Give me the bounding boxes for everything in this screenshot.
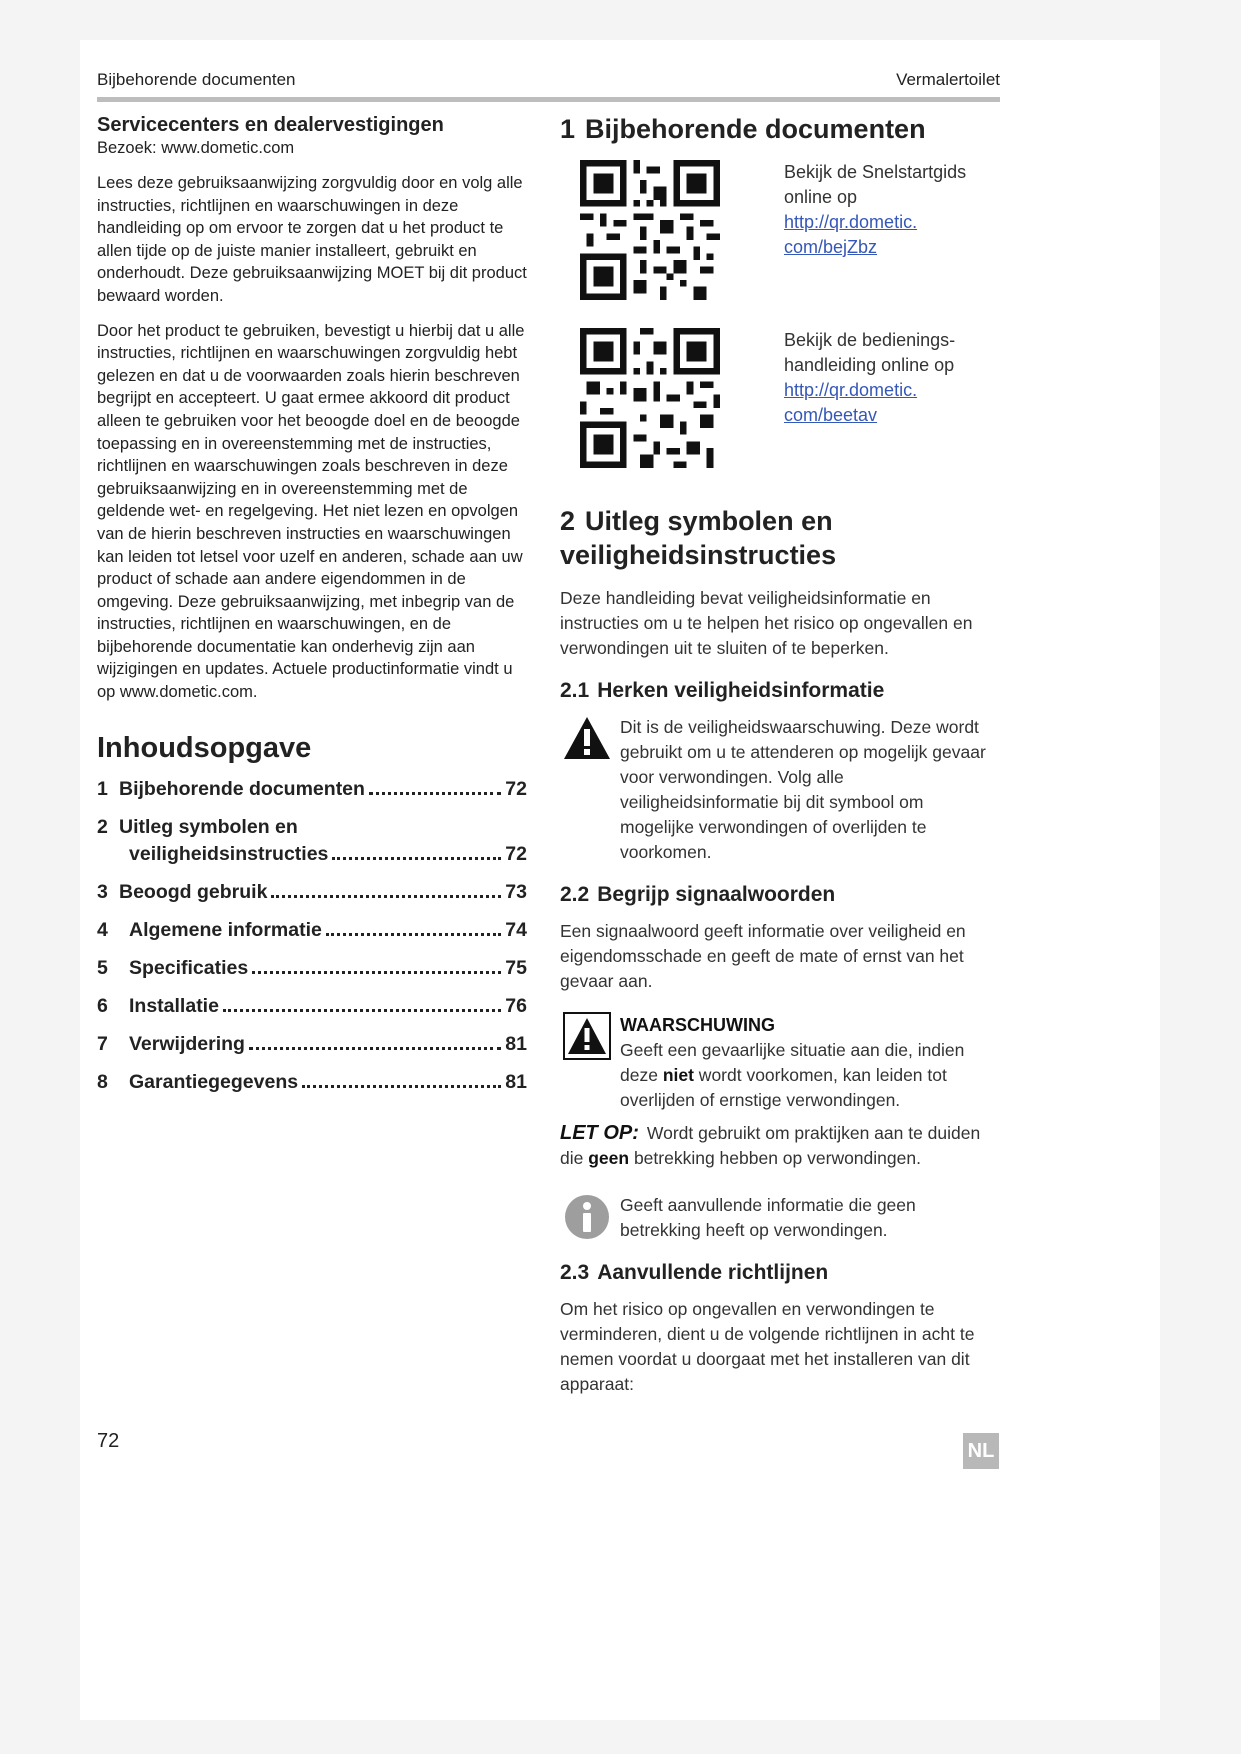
info-text: Geeft aanvullende informatie die geen betrekking heeft op verwondingen. (620, 1195, 916, 1240)
qr-manual-text: Bekijk de bedienings-handleiding online op (784, 330, 956, 375)
section-title: Uitleg symbolen en veiligheidsinstructies (560, 506, 837, 570)
qr-manual-link-part-1[interactable]: http://qr.dometic. (784, 380, 918, 400)
notice-block (560, 1121, 1000, 1171)
toc-leader (249, 1047, 501, 1050)
toc-page: 72 (505, 842, 527, 865)
section-2-heading (560, 504, 1000, 572)
toc-label: Uitleg symbolen en (119, 815, 298, 838)
qr-code-icon[interactable] (580, 328, 720, 468)
safety-alert-text: Dit is de veiligheidswaarschuwing. Deze wordt gebruikt om u te attenderen op mogelijk gevaar voor verwondingen. Volg alle veiligheidsinformatie bij dit symbool om mogelijke verwondingen of overlijden te voorkomen. (620, 717, 986, 862)
toc-page: 76 (505, 994, 527, 1017)
toc-page: 81 (505, 1070, 527, 1093)
service-visit: Bezoek: www.dometic.com (97, 139, 295, 157)
toc-label: Beoogd gebruik (119, 880, 268, 903)
info-icon (560, 1193, 614, 1241)
header-rule (97, 97, 1000, 102)
toc-number: 4 (97, 918, 108, 941)
toc-entry-6[interactable] (97, 993, 527, 1020)
toc-leader (326, 933, 501, 936)
toc-entry-4[interactable] (97, 917, 527, 944)
qr-manual-caption (784, 328, 974, 428)
toc-entry-2[interactable] (97, 814, 527, 868)
toc-entry-7[interactable] (97, 1031, 527, 1058)
section-number: 2.1 (560, 679, 590, 702)
section-number: 1 (560, 114, 576, 144)
toc-title: Inhoudsopgave (97, 731, 312, 764)
toc-leader (302, 1085, 501, 1088)
toc-number: 7 (97, 1032, 108, 1055)
section-number: 2.3 (560, 1261, 590, 1284)
toc-number: 8 (97, 1070, 108, 1093)
page-header (97, 70, 1000, 90)
toc-entry-3[interactable] (97, 879, 527, 906)
toc-label: Garantiegegevens (129, 1070, 299, 1093)
toc-leader (271, 895, 501, 898)
qr-quickstart-link-part-1[interactable]: http://qr.dometic. (784, 212, 918, 232)
toc-entry-5[interactable] (97, 955, 527, 982)
toc-page: 73 (505, 880, 527, 903)
right-column (560, 112, 1000, 1409)
warning-text (620, 1012, 1000, 1113)
toc-page: 81 (505, 1032, 527, 1055)
safety-alert-block (560, 715, 1000, 865)
section-2-3-text: Om het risico op ongevallen en verwondingen te verminderen, dient u de volgende richtlijnen in acht te nemen voordat u doorgaat met het installeren van dit apparaat: (560, 1299, 975, 1394)
toc-label: Installatie (129, 994, 219, 1017)
service-title: Servicecenters en dealervestigingen (97, 114, 444, 136)
warning-triangle-icon (560, 715, 614, 761)
section-2-2-heading (560, 881, 1000, 909)
section-number: 2.2 (560, 883, 590, 906)
toc-entry-1[interactable] (97, 776, 527, 803)
toc-number: 1 (97, 777, 108, 800)
info-block (560, 1193, 1000, 1243)
page-number: 72 (97, 1430, 120, 1452)
toc-label: Verwijdering (129, 1032, 245, 1055)
qr-code-icon[interactable] (580, 160, 720, 300)
qr-quickstart-caption (784, 160, 974, 260)
language-badge: NL (963, 1433, 999, 1469)
toc-label-continued: veiligheidsinstructies (129, 842, 329, 865)
notice-emphasis: geen (588, 1148, 630, 1168)
section-2-1-heading (560, 677, 1000, 705)
toc-entry-8[interactable] (97, 1069, 527, 1096)
toc-number: 6 (97, 994, 108, 1017)
toc-number: 3 (97, 880, 108, 903)
section-2-2-intro: Een signaalwoord geeft informatie over veiligheid en eigendomsschade en geeft de mate of ernst van het gevaar aan. (560, 921, 966, 991)
intro-paragraph-1: Lees deze gebruiksaanwijzing zorgvuldig door en volg alle instructies, richtlijnen en waarschuwingen in deze handleiding op om ervoor te zorgen dat u het product te allen tijde op de juiste manier installeert, gebruikt en onderhoudt. Deze gebruiksaanwijzing MOET bij dit product bewaard worden. (97, 174, 527, 305)
warning-emphasis: niet (662, 1065, 694, 1085)
toc-label: Algemene informatie (129, 918, 322, 941)
intro-paragraph-2: Door het product te gebruiken, bevestigt u hierbij dat u alle instructies, richtlijnen en waarschuwingen zorgvuldig hebt gelezen en dat u de voorwaarden zoals hierin beschreven begrijpt en accepteert. U gaat ermee akkoord dit product alleen te gebruiken voor het beoogde doel en de beoogde toepassing en in overeenstemming met de instructies, richtlijnen en waarschuwingen zoals beschreven in deze gebruiksaanwijzing en in overeenstemming met de geldende wet- en regelgeving. Het niet lezen en opvolgen van de hierin beschreven instructies en waarschuwingen kan leiden tot letsel voor uzelf en anderen, schade aan uw product of schade aan andere eigendommen in de omgeving. Deze gebruiksaanwijzing, met inbegrip van de instructies, richtlijnen en waarschuwingen, en de bijbehorende documentatie kan onderhevig zijn aan wijzigingen en updates. Actuele productinformatie vindt u op www.dometic.com. (97, 321, 525, 702)
warning-box-icon (560, 1012, 614, 1060)
qr-quickstart-text: Bekijk de Snelstartgids online op (784, 162, 967, 207)
left-column (97, 112, 527, 1107)
toc-page: 72 (505, 777, 527, 800)
section-number: 2 (560, 506, 576, 536)
qr-manual (560, 328, 1000, 468)
toc-leader (332, 857, 501, 860)
section-title: Herken veiligheidsinformatie (597, 679, 885, 702)
notice-body-end: betrekking hebben op verwondingen. (629, 1148, 921, 1168)
notice-label: LET OP: (560, 1122, 639, 1144)
toc-label: Bijbehorende documenten (119, 777, 365, 800)
toc-label: Specificaties (129, 956, 249, 979)
qr-quickstart-link-part-2[interactable]: com/bejZbz (784, 237, 878, 257)
toc-page: 74 (505, 918, 527, 941)
qr-quickstart (560, 160, 1000, 300)
header-product-name: Vermalertoilet (896, 70, 1000, 89)
qr-manual-link-part-2[interactable]: com/beetav (784, 405, 878, 425)
notice-body-start: Wordt gebruikt om praktijken aan te duiden die (560, 1123, 981, 1168)
warning-title: WAARSCHUWING (620, 1015, 775, 1035)
section-title: Bijbehorende documenten (585, 114, 926, 144)
toc-number: 5 (97, 956, 108, 979)
section-title: Aanvullende richtlijnen (597, 1261, 829, 1284)
header-section-title: Bijbehorende documenten (97, 70, 296, 89)
section-2-intro: Deze handleiding bevat veiligheidsinformatie en instructies om u te helpen het risico op ongevallen en verwondingen uit te sluiten of te beperken. (560, 588, 973, 658)
toc-leader (252, 971, 501, 974)
warning-body-start: Geeft een gevaarlijke situatie aan die, indien deze (620, 1040, 965, 1085)
warning-body-end: wordt voorkomen, kan leiden tot overlijden of ernstige verwondingen. (620, 1065, 947, 1110)
section-title: Begrijp signaalwoorden (597, 883, 836, 906)
section-2-3-heading (560, 1259, 1000, 1287)
toc-leader (223, 1009, 501, 1012)
toc-page: 75 (505, 956, 527, 979)
toc-leader (369, 792, 501, 795)
warning-block (560, 1012, 1000, 1113)
toc-number: 2 (97, 815, 108, 838)
section-1-heading (560, 112, 1000, 146)
